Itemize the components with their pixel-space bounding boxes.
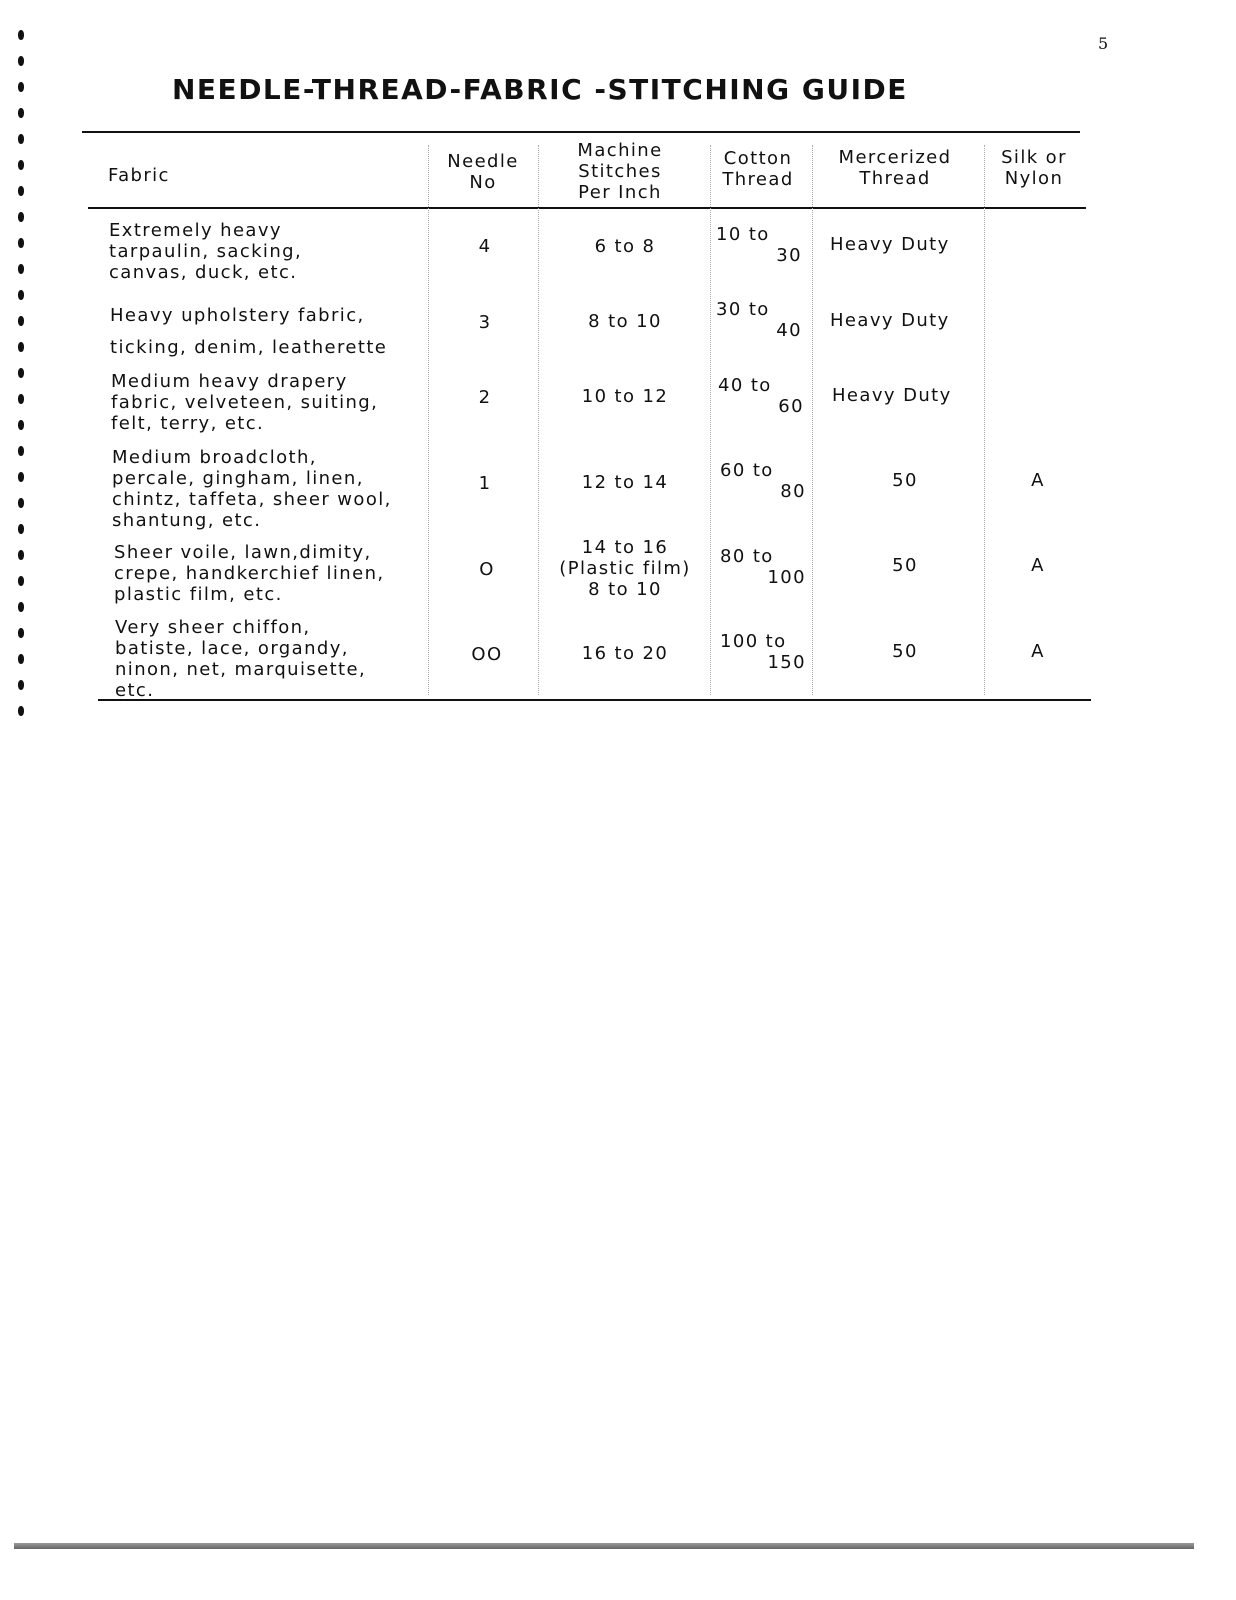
binding-hole: [18, 550, 24, 560]
header-needle: Needle No: [447, 151, 519, 193]
binding-holes: [18, 30, 30, 732]
table-row-1-needle: 4: [478, 236, 492, 257]
table-row-5-cotton: 80 to 100: [720, 546, 806, 588]
table-row-5-fabric: Sheer voile, lawn,dimity, crepe, handkerchief linen, plastic film, etc.: [114, 542, 385, 605]
table-row-4-stitches: 12 to 14: [581, 472, 669, 493]
table-row-4-fabric: Medium broadcloth, percale, gingham, linen, chintz, taffeta, sheer wool, shantung, etc.: [112, 447, 392, 531]
binding-hole: [18, 212, 24, 222]
table-row-6-needle: OO: [471, 644, 503, 665]
table-row-2-cotton: 30 to 40: [716, 299, 802, 341]
binding-hole: [18, 498, 24, 508]
table-row-3-mercerized: Heavy Duty: [832, 385, 952, 406]
table-row-5-stitches: 14 to 16 (Plastic film) 8 to 10: [559, 537, 691, 600]
binding-hole: [18, 290, 24, 300]
table-row-1-fabric: Extremely heavy tarpaulin, sacking, canvas, duck, etc.: [109, 220, 303, 283]
binding-hole: [18, 134, 24, 144]
table-row-1-cotton: 10 to 30: [716, 224, 802, 266]
header-mercerized-thread: Mercerized Thread: [838, 147, 952, 189]
table-row-1-mercerized: Heavy Duty: [830, 234, 950, 255]
binding-hole: [18, 654, 24, 664]
table-row-2-needle: 3: [478, 312, 492, 333]
page-number: 5: [1098, 34, 1109, 53]
binding-hole: [18, 368, 24, 378]
column-divider: [710, 145, 711, 695]
binding-hole: [18, 186, 24, 196]
table-row-1-stitches: 6 to 8: [594, 236, 656, 257]
table-row-6-mercerized: 50: [892, 641, 918, 662]
table-row-6-cotton: 100 to 150: [720, 631, 806, 673]
column-divider: [538, 145, 539, 695]
header-cotton-thread: Cotton Thread: [722, 148, 794, 190]
table-row-3-cotton: 40 to 60: [718, 375, 804, 417]
table-row-3-needle: 2: [478, 387, 492, 408]
header-fabric: Fabric: [108, 165, 170, 186]
table-row-4-cotton: 60 to 80: [720, 460, 806, 502]
table-row-3-fabric: Medium heavy drapery fabric, velveteen, suiting, felt, terry, etc.: [111, 371, 379, 434]
binding-hole: [18, 602, 24, 612]
binding-hole: [18, 446, 24, 456]
binding-hole: [18, 264, 24, 274]
binding-hole: [18, 680, 24, 690]
header-stitches: Machine Stitches Per Inch: [577, 140, 663, 203]
binding-hole: [18, 394, 24, 404]
page-title: NEEDLE-THREAD-FABRIC -STITCHING GUIDE: [172, 73, 908, 106]
table-row-6-silk: A: [1031, 641, 1045, 662]
binding-hole: [18, 56, 24, 66]
column-divider: [984, 145, 985, 695]
table-row-4-silk: A: [1031, 470, 1045, 491]
binding-hole: [18, 108, 24, 118]
scan-edge-bar: [14, 1543, 1194, 1549]
table-row-3-stitches: 10 to 12: [581, 386, 669, 407]
column-divider: [428, 145, 429, 695]
binding-hole: [18, 628, 24, 638]
binding-hole: [18, 82, 24, 92]
table-row-2-mercerized: Heavy Duty: [830, 310, 950, 331]
binding-hole: [18, 316, 24, 326]
column-divider: [812, 145, 813, 695]
header-bottom-rule: [88, 207, 1086, 209]
binding-hole: [18, 238, 24, 248]
binding-hole: [18, 160, 24, 170]
table-row-2-fabric: Heavy upholstery fabric, ticking, denim, leatherette: [110, 305, 388, 358]
binding-hole: [18, 420, 24, 430]
binding-hole: [18, 524, 24, 534]
table-row-2-stitches: 8 to 10: [588, 311, 662, 332]
table-row-6-fabric: Very sheer chiffon, batiste, lace, organdy, ninon, net, marquisette, etc.: [115, 617, 367, 701]
binding-hole: [18, 30, 24, 40]
binding-hole: [18, 576, 24, 586]
table-row-5-mercerized: 50: [892, 555, 918, 576]
table-row-4-mercerized: 50: [892, 470, 918, 491]
table-top-rule: [82, 131, 1080, 133]
table-row-6-stitches: 16 to 20: [581, 643, 669, 664]
binding-hole: [18, 472, 24, 482]
binding-hole: [18, 706, 24, 716]
table-row-5-silk: A: [1031, 555, 1045, 576]
table-row-5-needle: O: [479, 559, 495, 580]
header-silk-nylon: Silk or Nylon: [1001, 147, 1067, 189]
binding-hole: [18, 342, 24, 352]
table-row-4-needle: 1: [478, 473, 492, 494]
